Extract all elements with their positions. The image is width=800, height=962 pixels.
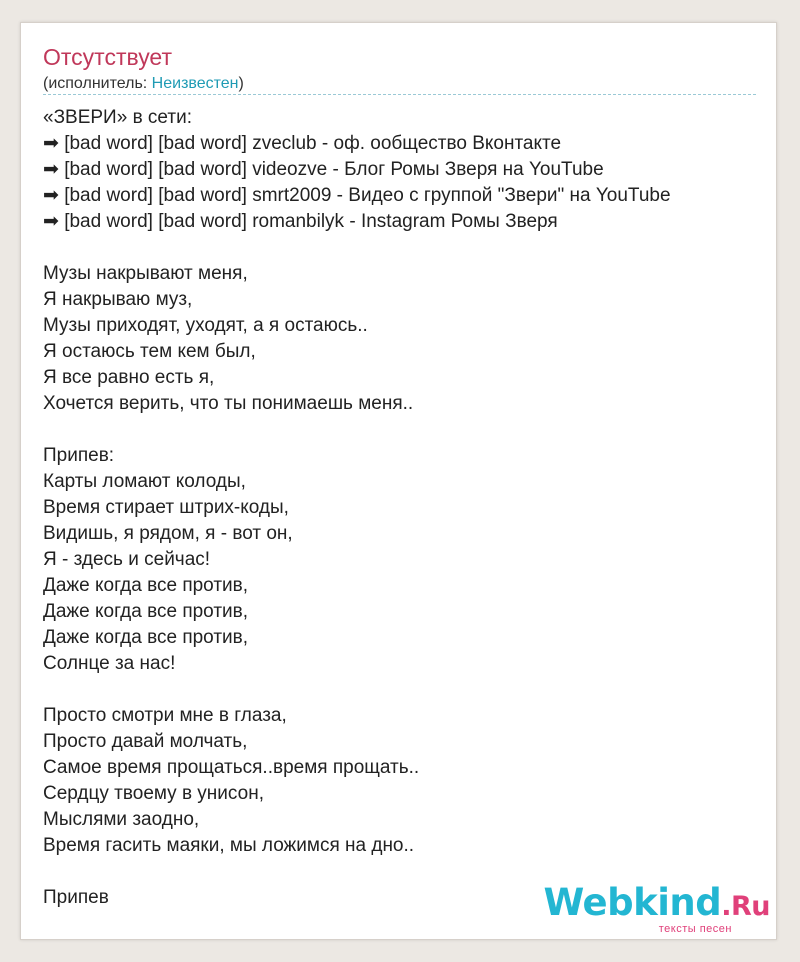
- lyrics-line: ➡ [bad word] [bad word] romanbilyk - Instagram Ромы Зверя: [43, 211, 558, 232]
- lyrics-line: Просто смотри мне в глаза,: [43, 705, 287, 726]
- lyrics-line: Припев: [43, 887, 109, 908]
- lyrics-line: Музы накрывают меня,: [43, 263, 248, 284]
- lyrics-line: Музы приходят, уходят, а я остаюсь..: [43, 315, 368, 336]
- lyrics-line: Видишь, я рядом, я - вот он,: [43, 523, 293, 544]
- lyrics-line: «ЗВЕРИ» в сети:: [43, 107, 192, 128]
- lyrics-line: Карты ломают колоды,: [43, 471, 246, 492]
- lyrics-line: Припев:: [43, 445, 115, 466]
- artist-prefix: (исполнитель:: [43, 75, 152, 92]
- lyrics-line: Самое время прощаться..время прощать..: [43, 757, 420, 778]
- divider: [43, 94, 756, 95]
- lyrics-line: Просто давай молчать,: [43, 731, 248, 752]
- lyrics-line: [43, 235, 756, 261]
- song-title: Отсутствует: [43, 44, 172, 70]
- artist-suffix: ): [238, 75, 244, 92]
- lyrics-line: Я остаюсь тем кем был,: [43, 341, 256, 362]
- lyrics-line: Сердцу твоему в унисон,: [43, 783, 264, 804]
- lyrics-line: Время стирает штрих-коды,: [43, 497, 289, 518]
- logo-name: Webkind: [543, 881, 722, 924]
- logo-tagline: тексты песен: [658, 923, 732, 935]
- lyrics-line: Даже когда все против,: [43, 627, 249, 648]
- logo-tld: .Ru: [721, 891, 770, 922]
- lyrics-line: Я - здесь и сейчас!: [43, 549, 211, 570]
- lyrics-line: [43, 677, 756, 703]
- lyrics-line: Мыслями заодно,: [43, 809, 200, 830]
- lyrics-line: Даже когда все против,: [43, 601, 249, 622]
- webkind-logo[interactable]: [544, 883, 770, 935]
- lyrics-line: ➡ [bad word] [bad word] videozve - Блог Ромы Зверя на YouTube: [43, 159, 604, 180]
- lyrics-line: Даже когда все против,: [43, 575, 249, 596]
- lyrics-line: ➡ [bad word] [bad word] zveclub - оф. ообщество Вконтакте: [43, 133, 562, 154]
- lyrics-line: Я все равно есть я,: [43, 367, 215, 388]
- artist-line: [43, 74, 244, 94]
- lyrics-line: Солнце за нас!: [43, 653, 176, 674]
- lyrics-line: Время гасить маяки, мы ложимся на дно..: [43, 835, 415, 856]
- lyrics-line: ➡ [bad word] [bad word] smrt2009 - Видео с группой "Звери" на YouTube: [43, 185, 671, 206]
- lyrics-line: Я накрываю муз,: [43, 289, 193, 310]
- artist-link[interactable]: Неизвестен: [151, 75, 239, 92]
- lyrics-line: [43, 417, 756, 443]
- lyrics-line: Хочется верить, что ты понимаешь меня..: [43, 393, 414, 414]
- lyrics-text: [43, 105, 756, 911]
- lyrics-card: [20, 22, 777, 940]
- logo-wordmark: [544, 883, 770, 927]
